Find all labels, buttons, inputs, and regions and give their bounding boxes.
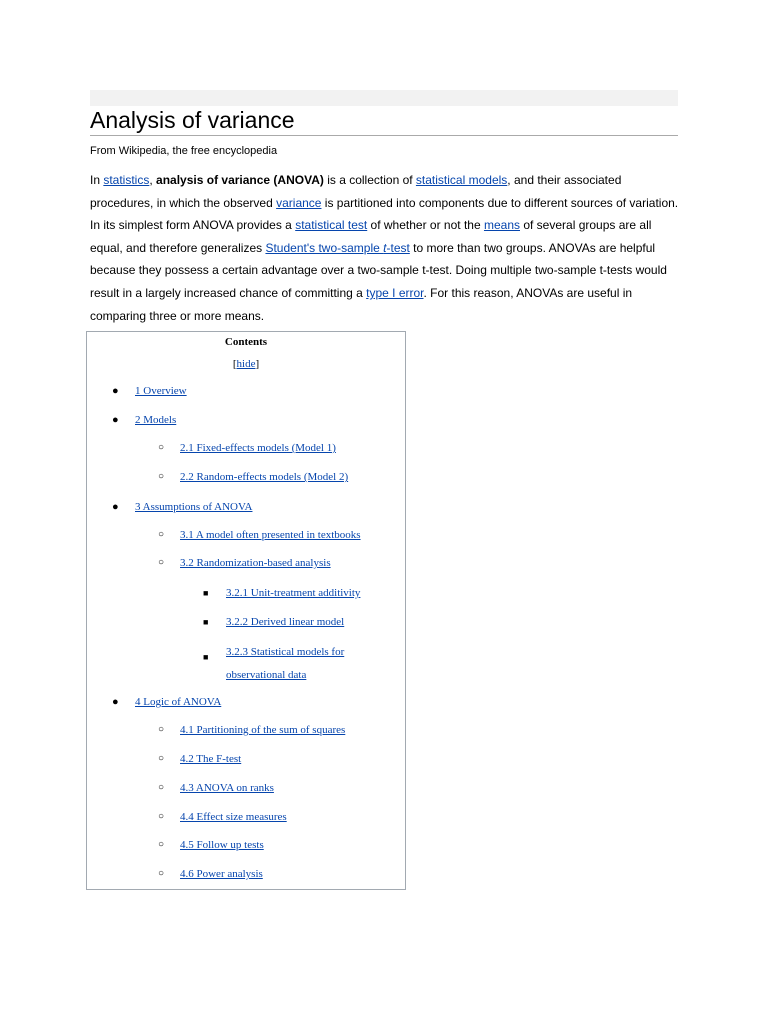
toc-link[interactable]: 3.2.3 Statistical models for observational data xyxy=(226,646,345,681)
toc-link[interactable]: 4 Logic of ANOVA xyxy=(135,696,222,708)
type-i-error-link[interactable]: type I error xyxy=(366,285,424,300)
toc-item xyxy=(203,641,356,687)
intro-paragraph: In statistics, analysis of variance (ANOVA) is a collection of statistical models, and their associated procedures, in which the observed variance is partitioned into components due to different sources of variation. In its simplest form ANOVA provides a statistical test of whether or not the means of several groups are all equal, and therefore generalizes Student's two-sample t-test to more than two groups. ANOVAs are helpful because they possess a certain advantage over a two-sample t-test. Doing multiple two-sample t-tests would result in a largely increased chance of committing a type I error. For this reason, ANOVAs are useful in comparing three or more means. xyxy=(90,173,679,323)
statistics-link[interactable]: statistics xyxy=(103,173,150,187)
toc-title: Contents xyxy=(224,336,268,348)
toc-link[interactable]: 4.1 Partitioning of the sum of squares xyxy=(180,724,346,736)
bullet-circle-icon: ○ xyxy=(158,724,165,735)
toc-link[interactable]: 1 Overview xyxy=(135,385,187,397)
toc-item xyxy=(112,696,222,708)
bullet-circle-icon: ○ xyxy=(158,529,165,540)
bullet-disc-icon: ● xyxy=(112,501,119,513)
bullet-circle-icon: ○ xyxy=(158,868,165,879)
top-bar xyxy=(90,90,678,106)
bullet-circle-icon: ○ xyxy=(158,782,165,793)
toc-hide-toggle: [hide] xyxy=(232,358,260,370)
toc-link[interactable]: 3 Assumptions of ANOVA xyxy=(135,501,253,513)
bullet-circle-icon: ○ xyxy=(158,811,165,822)
page-tagline: From Wikipedia, the free encyclopedia xyxy=(90,145,278,157)
bullet-circle-icon: ○ xyxy=(158,753,165,764)
means-link[interactable]: means xyxy=(483,218,520,233)
student-t-test-link[interactable]: Student's two-sample t-test xyxy=(265,240,410,255)
toc-item xyxy=(158,782,274,794)
bullet-circle-icon: ○ xyxy=(158,839,165,850)
toc-link[interactable]: 4.2 The F-test xyxy=(180,753,242,765)
toc-item xyxy=(112,414,177,426)
toc-link[interactable]: 3.2.1 Unit-treatment additivity xyxy=(226,587,361,599)
bullet-circle-icon: ○ xyxy=(158,442,165,453)
bullet-square-icon: ■ xyxy=(203,652,209,662)
toc-item xyxy=(158,839,264,851)
toc-item xyxy=(158,529,361,541)
variance-link[interactable]: variance xyxy=(276,195,322,210)
toc-item xyxy=(158,442,336,454)
toc-link[interactable]: 4.6 Power analysis xyxy=(180,868,263,880)
toc-item xyxy=(158,557,331,569)
statistical-test-link[interactable]: statistical test xyxy=(295,218,368,233)
toc-hide-link[interactable]: hide xyxy=(236,358,256,370)
bullet-disc-icon: ● xyxy=(112,696,119,708)
toc-item xyxy=(158,471,349,483)
toc-link[interactable]: 4.5 Follow up tests xyxy=(180,839,264,851)
bullet-square-icon: ■ xyxy=(203,588,209,598)
toc-item xyxy=(203,616,345,628)
bullet-square-icon: ■ xyxy=(203,617,209,627)
toc-link[interactable]: 3.1 A model often presented in textbooks xyxy=(180,529,361,541)
toc-item xyxy=(203,587,361,599)
page-title: Analysis of variance xyxy=(90,106,678,136)
toc-item xyxy=(158,753,242,765)
toc-link[interactable]: 2.2 Random-effects models (Model 2) xyxy=(180,471,349,483)
toc-link[interactable]: 3.2 Randomization-based analysis xyxy=(180,557,331,569)
toc-item xyxy=(112,501,253,513)
bold-term: analysis of variance (ANOVA) xyxy=(156,173,324,187)
bullet-circle-icon: ○ xyxy=(158,471,165,482)
toc-link[interactable]: 2 Models xyxy=(135,414,177,426)
toc-item xyxy=(158,868,263,880)
statistical-models-link[interactable]: statistical models xyxy=(415,173,508,187)
toc-item xyxy=(112,385,187,397)
toc-link[interactable]: 2.1 Fixed-effects models (Model 1) xyxy=(180,442,336,454)
toc-link[interactable]: 3.2.2 Derived linear model xyxy=(226,616,345,628)
toc-link[interactable]: 4.4 Effect size measures xyxy=(180,811,287,823)
toc-item xyxy=(158,811,287,823)
table-of-contents xyxy=(86,331,406,890)
bullet-circle-icon: ○ xyxy=(158,557,165,568)
toc-link[interactable]: 4.3 ANOVA on ranks xyxy=(180,782,274,794)
bullet-disc-icon: ● xyxy=(112,385,119,397)
bullet-disc-icon: ● xyxy=(112,414,119,426)
toc-item xyxy=(158,724,346,736)
